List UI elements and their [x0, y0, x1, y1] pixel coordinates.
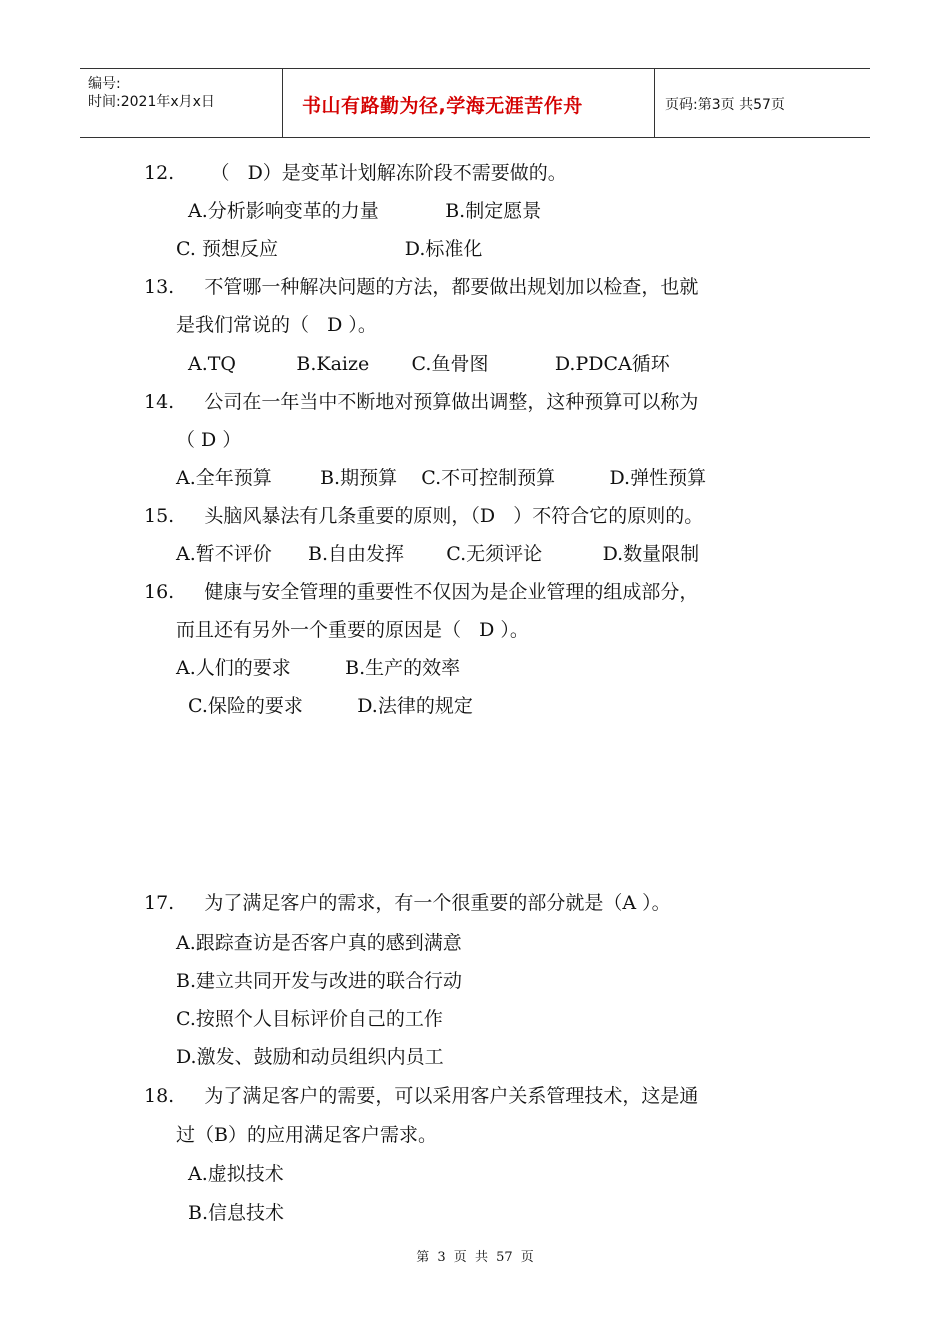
header-motto-cell: [282, 69, 655, 137]
option-line: A.人们的要求 B.生产的效率: [176, 657, 461, 679]
option-line: C.按照个人目标评价自己的工作: [176, 1008, 443, 1030]
question-17: 17. 为了满足客户的需求，有一个很重要的部分就是（A ）。: [144, 892, 671, 914]
footer-gong: 共: [474, 1250, 488, 1265]
option-line: A.暂不评价 B.自由发挥 C.无须评论 D.数量限制: [176, 543, 700, 565]
question-14-continuation: （ D ）: [176, 429, 242, 451]
motto: 书山有路勤为径,学海无涯苦作舟: [302, 95, 583, 117]
header-page-cell: [655, 69, 870, 137]
page-footer: [0, 1246, 950, 1265]
question-13: 13. 不管哪一种解决问题的方法，都要做出规划加以检查，也就: [144, 276, 699, 298]
footer-ye: 页: [520, 1250, 534, 1265]
option-line: A.跟踪查访是否客户真的感到满意: [176, 932, 462, 954]
question-18: 18. 为了满足客户的需要，可以采用客户关系管理技术，这是通: [144, 1085, 699, 1107]
footer-total-pages: 57: [496, 1250, 513, 1265]
option-line: B.信息技术: [188, 1202, 285, 1224]
question-12: 12. （ D）是变革计划解冻阶段不需要做的。: [144, 162, 567, 184]
question-14: 14. 公司在一年当中不断地对预算做出调整，这种预算可以称为: [144, 391, 699, 413]
number-label: 编号:: [88, 76, 121, 92]
question-13-continuation: 是我们常说的（ D ）。: [176, 314, 377, 336]
option-line: A.分析影响变革的力量 B.制定愿景: [188, 200, 542, 222]
option-line: D.激发、鼓励和动员组织内员工: [176, 1046, 444, 1068]
header-info-cell: [80, 69, 283, 137]
time-label: 时间:2021年x月x日: [88, 94, 215, 110]
option-line: C. 预想反应 D.标准化: [176, 238, 483, 260]
question-16: 16. 健康与安全管理的重要性不仅因为是企业管理的组成部分，: [144, 581, 699, 603]
option-line: B.建立共同开发与改进的联合行动: [176, 970, 463, 992]
footer-di: 第: [416, 1250, 430, 1265]
option-line: A.TQ B.Kaize C.鱼骨图 D.PDCA循环: [188, 353, 670, 375]
question-18-continuation: 过（B）的应用满足客户需求。: [176, 1124, 437, 1146]
option-line: C.保险的要求 D.法律的规定: [188, 695, 473, 717]
question-15: 15. 头脑风暴法有几条重要的原则，（D ）不符合它的原则的。: [144, 505, 704, 527]
option-line: A.虚拟技术: [188, 1163, 284, 1185]
footer-ye: 页: [453, 1250, 467, 1265]
footer-page-number: 3: [437, 1250, 446, 1265]
question-16-continuation: 而且还有另外一个重要的原因是（ D ）。: [176, 619, 529, 641]
page-label: 页码:第3页 共57页: [665, 97, 785, 113]
option-line: A.全年预算 B.期预算 C.不可控制预算 D.弹性预算: [176, 467, 707, 489]
page-header: [80, 68, 870, 138]
